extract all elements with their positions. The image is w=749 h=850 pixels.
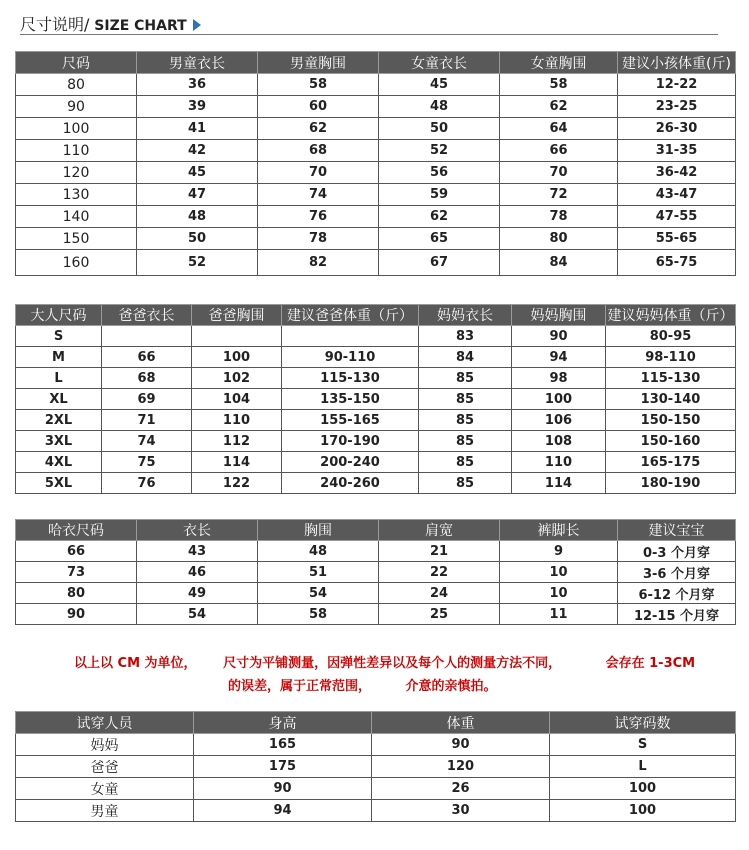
- table-cell: 200-240: [282, 452, 419, 473]
- note-caution: 介意的亲慎拍。: [405, 679, 497, 694]
- table-cell: 25: [379, 604, 500, 625]
- table-header-row: [16, 520, 736, 541]
- table-cell: 114: [512, 473, 606, 494]
- table-cell: 52: [379, 140, 500, 162]
- table-cell: 150: [16, 228, 137, 250]
- page-title: [20, 12, 201, 35]
- romper-size-table: [15, 519, 736, 625]
- table-row: [16, 74, 736, 96]
- table-cell: 240-260: [282, 473, 419, 494]
- table-cell: 48: [379, 96, 500, 118]
- column-header: 哈衣尺码: [16, 520, 137, 541]
- table-cell: 75: [102, 452, 192, 473]
- table-cell: 122: [192, 473, 282, 494]
- column-header: 女童衣长: [379, 52, 500, 74]
- table-cell: 48: [258, 541, 379, 562]
- table-cell: 80-95: [606, 326, 736, 347]
- table-cell: 31-35: [618, 140, 736, 162]
- table-cell: 45: [137, 162, 258, 184]
- column-header: 尺码: [16, 52, 137, 74]
- table-row: [16, 206, 736, 228]
- table-row: [16, 583, 736, 604]
- table-row: [16, 140, 736, 162]
- table-row: [16, 410, 736, 431]
- table-cell: 女童: [16, 778, 194, 800]
- table-cell: 65: [379, 228, 500, 250]
- column-header: 试穿人员: [16, 712, 194, 734]
- table-row: [16, 604, 736, 625]
- table-cell: 83: [419, 326, 512, 347]
- table-cell: 爸爸: [16, 756, 194, 778]
- table-cell: 71: [102, 410, 192, 431]
- table-cell: 26: [372, 778, 550, 800]
- table-cell: [102, 326, 192, 347]
- column-header: 衣长: [137, 520, 258, 541]
- table-cell: 妈妈: [16, 734, 194, 756]
- table-cell: 90: [512, 326, 606, 347]
- table-cell: 72: [500, 184, 618, 206]
- column-header: 肩宽: [379, 520, 500, 541]
- table-cell: 85: [419, 452, 512, 473]
- table-cell: 56: [379, 162, 500, 184]
- table-cell: 12-22: [618, 74, 736, 96]
- table-cell: S: [16, 326, 102, 347]
- table-cell: 60: [258, 96, 379, 118]
- column-header: 男童衣长: [137, 52, 258, 74]
- table-cell: 66: [16, 541, 137, 562]
- table-cell: 12-15 个月穿: [618, 604, 736, 625]
- table-cell: 106: [512, 410, 606, 431]
- table-cell: 78: [258, 228, 379, 250]
- note-range: 的误差，属于正常范围，: [228, 679, 372, 694]
- table-cell: 47-55: [618, 206, 736, 228]
- table-cell: 54: [137, 604, 258, 625]
- kids-size-table: [15, 51, 736, 276]
- table-cell: 85: [419, 368, 512, 389]
- table-cell: 24: [379, 583, 500, 604]
- note-tolerance: 会存在 1-3CM: [605, 656, 696, 671]
- note-method: 尺寸为平铺测量，因弹性差异以及每个人的测量方法不同，: [223, 656, 562, 671]
- table-cell: 80: [16, 74, 137, 96]
- table-cell: 94: [512, 347, 606, 368]
- table-cell: 98: [512, 368, 606, 389]
- table-cell: 41: [137, 118, 258, 140]
- table-cell: 150-160: [606, 431, 736, 452]
- table-cell: 85: [419, 473, 512, 494]
- table-cell: 130-140: [606, 389, 736, 410]
- table-cell: 80: [16, 583, 137, 604]
- table-cell: 51: [258, 562, 379, 583]
- table-cell: 0-3 个月穿: [618, 541, 736, 562]
- table-cell: 74: [258, 184, 379, 206]
- table-cell: 180-190: [606, 473, 736, 494]
- table-cell: 110: [512, 452, 606, 473]
- table-row: [16, 541, 736, 562]
- column-header: 体重: [372, 712, 550, 734]
- measurement-note-line1: [74, 652, 695, 671]
- table-row: [16, 368, 736, 389]
- table-header-row: [16, 52, 736, 74]
- table-cell: 36-42: [618, 162, 736, 184]
- table-row: [16, 326, 736, 347]
- table-cell: 59: [379, 184, 500, 206]
- table-cell: 135-150: [282, 389, 419, 410]
- table-cell: 80: [500, 228, 618, 250]
- table-cell: 66: [500, 140, 618, 162]
- table-cell: 58: [500, 74, 618, 96]
- table-cell: 76: [102, 473, 192, 494]
- table-row: [16, 389, 736, 410]
- table-cell: 104: [192, 389, 282, 410]
- table-cell: 64: [500, 118, 618, 140]
- table-cell: 54: [258, 583, 379, 604]
- column-header: 建议爸爸体重（斤）: [282, 305, 419, 326]
- table-row: [16, 118, 736, 140]
- fitting-reference-table: [15, 711, 736, 822]
- table-cell: 90: [16, 96, 137, 118]
- table-cell: M: [16, 347, 102, 368]
- table-cell: 2XL: [16, 410, 102, 431]
- column-header: 裤脚长: [500, 520, 618, 541]
- table-cell: 90-110: [282, 347, 419, 368]
- table-cell: 110: [192, 410, 282, 431]
- table-cell: 23-25: [618, 96, 736, 118]
- table-row: [16, 734, 736, 756]
- table-cell: 11: [500, 604, 618, 625]
- table-cell: 98-110: [606, 347, 736, 368]
- table-cell: 43: [137, 541, 258, 562]
- table-cell: 170-190: [282, 431, 419, 452]
- triangle-arrow-icon: [193, 19, 201, 31]
- table-cell: 70: [258, 162, 379, 184]
- column-header: 爸爸衣长: [102, 305, 192, 326]
- table-cell: 45: [379, 74, 500, 96]
- table-row: [16, 473, 736, 494]
- table-cell: 74: [102, 431, 192, 452]
- table-cell: 140: [16, 206, 137, 228]
- table-cell: 68: [102, 368, 192, 389]
- column-header: 妈妈衣长: [419, 305, 512, 326]
- table-row: [16, 347, 736, 368]
- table-cell: L: [550, 756, 736, 778]
- table-cell: 4XL: [16, 452, 102, 473]
- table-cell: 50: [379, 118, 500, 140]
- title-en: SIZE CHART: [89, 18, 187, 34]
- table-cell: 100: [16, 118, 137, 140]
- table-cell: 65-75: [618, 250, 736, 276]
- table-cell: 90: [16, 604, 137, 625]
- table-cell: 46: [137, 562, 258, 583]
- table-cell: 155-165: [282, 410, 419, 431]
- table-header-row: [16, 305, 736, 326]
- table-cell: 85: [419, 389, 512, 410]
- column-header: 建议宝宝: [618, 520, 736, 541]
- table-cell: 84: [419, 347, 512, 368]
- table-cell: 84: [500, 250, 618, 276]
- table-cell: 112: [192, 431, 282, 452]
- table-cell: 5XL: [16, 473, 102, 494]
- table-cell: 120: [16, 162, 137, 184]
- table-cell: 100: [192, 347, 282, 368]
- table-header-row: [16, 712, 736, 734]
- table-cell: 100: [550, 800, 736, 822]
- table-cell: 47: [137, 184, 258, 206]
- column-header: 爸爸胸围: [192, 305, 282, 326]
- table-cell: 165-175: [606, 452, 736, 473]
- table-row: [16, 756, 736, 778]
- table-cell: 58: [258, 604, 379, 625]
- table-cell: 76: [258, 206, 379, 228]
- table-cell: [282, 326, 419, 347]
- table-cell: L: [16, 368, 102, 389]
- table-cell: 21: [379, 541, 500, 562]
- adult-size-table: [15, 304, 736, 494]
- table-cell: 55-65: [618, 228, 736, 250]
- table-cell: 男童: [16, 800, 194, 822]
- note-unit: 以上以 CM 为单位，: [74, 656, 197, 671]
- table-cell: 175: [194, 756, 372, 778]
- table-cell: 66: [102, 347, 192, 368]
- table-cell: S: [550, 734, 736, 756]
- column-header: 建议小孩体重(斤): [618, 52, 736, 74]
- table-row: [16, 431, 736, 452]
- table-cell: 43-47: [618, 184, 736, 206]
- table-cell: 62: [258, 118, 379, 140]
- table-cell: 115-130: [606, 368, 736, 389]
- table-cell: 160: [16, 250, 137, 276]
- table-cell: 73: [16, 562, 137, 583]
- table-cell: 58: [258, 74, 379, 96]
- table-cell: 69: [102, 389, 192, 410]
- table-cell: 3-6 个月穿: [618, 562, 736, 583]
- table-cell: 62: [379, 206, 500, 228]
- table-cell: 30: [372, 800, 550, 822]
- table-row: [16, 452, 736, 473]
- table-cell: 100: [512, 389, 606, 410]
- table-cell: 50: [137, 228, 258, 250]
- table-cell: 42: [137, 140, 258, 162]
- table-cell: 22: [379, 562, 500, 583]
- table-cell: 100: [550, 778, 736, 800]
- title-cn: 尺寸说明/: [20, 15, 90, 34]
- table-row: [16, 96, 736, 118]
- table-cell: 9: [500, 541, 618, 562]
- table-cell: 48: [137, 206, 258, 228]
- column-header: 女童胸围: [500, 52, 618, 74]
- table-cell: 68: [258, 140, 379, 162]
- table-cell: 130: [16, 184, 137, 206]
- table-cell: 110: [16, 140, 137, 162]
- table-cell: 39: [137, 96, 258, 118]
- table-cell: 62: [500, 96, 618, 118]
- table-cell: 108: [512, 431, 606, 452]
- table-cell: 49: [137, 583, 258, 604]
- column-header: 建议妈妈体重（斤）: [606, 305, 736, 326]
- column-header: 男童胸围: [258, 52, 379, 74]
- table-cell: 115-130: [282, 368, 419, 389]
- column-header: 试穿码数: [550, 712, 736, 734]
- table-cell: 90: [372, 734, 550, 756]
- column-header: 胸围: [258, 520, 379, 541]
- table-row: [16, 800, 736, 822]
- table-cell: 150-150: [606, 410, 736, 431]
- table-cell: 102: [192, 368, 282, 389]
- table-cell: 26-30: [618, 118, 736, 140]
- table-cell: 3XL: [16, 431, 102, 452]
- table-cell: 85: [419, 431, 512, 452]
- column-header: 妈妈胸围: [512, 305, 606, 326]
- table-row: [16, 778, 736, 800]
- table-cell: 82: [258, 250, 379, 276]
- table-cell: 10: [500, 583, 618, 604]
- column-header: 身高: [194, 712, 372, 734]
- table-cell: 10: [500, 562, 618, 583]
- table-row: [16, 250, 736, 276]
- table-cell: 165: [194, 734, 372, 756]
- table-cell: XL: [16, 389, 102, 410]
- measurement-note-line2: [228, 675, 497, 694]
- table-cell: [192, 326, 282, 347]
- table-cell: 85: [419, 410, 512, 431]
- table-cell: 114: [192, 452, 282, 473]
- table-cell: 120: [372, 756, 550, 778]
- title-divider: [20, 34, 718, 35]
- table-cell: 6-12 个月穿: [618, 583, 736, 604]
- table-cell: 78: [500, 206, 618, 228]
- table-cell: 90: [194, 778, 372, 800]
- table-row: [16, 162, 736, 184]
- table-cell: 36: [137, 74, 258, 96]
- table-row: [16, 228, 736, 250]
- table-cell: 70: [500, 162, 618, 184]
- column-header: 大人尺码: [16, 305, 102, 326]
- table-cell: 94: [194, 800, 372, 822]
- table-row: [16, 562, 736, 583]
- table-cell: 52: [137, 250, 258, 276]
- table-row: [16, 184, 736, 206]
- table-cell: 67: [379, 250, 500, 276]
